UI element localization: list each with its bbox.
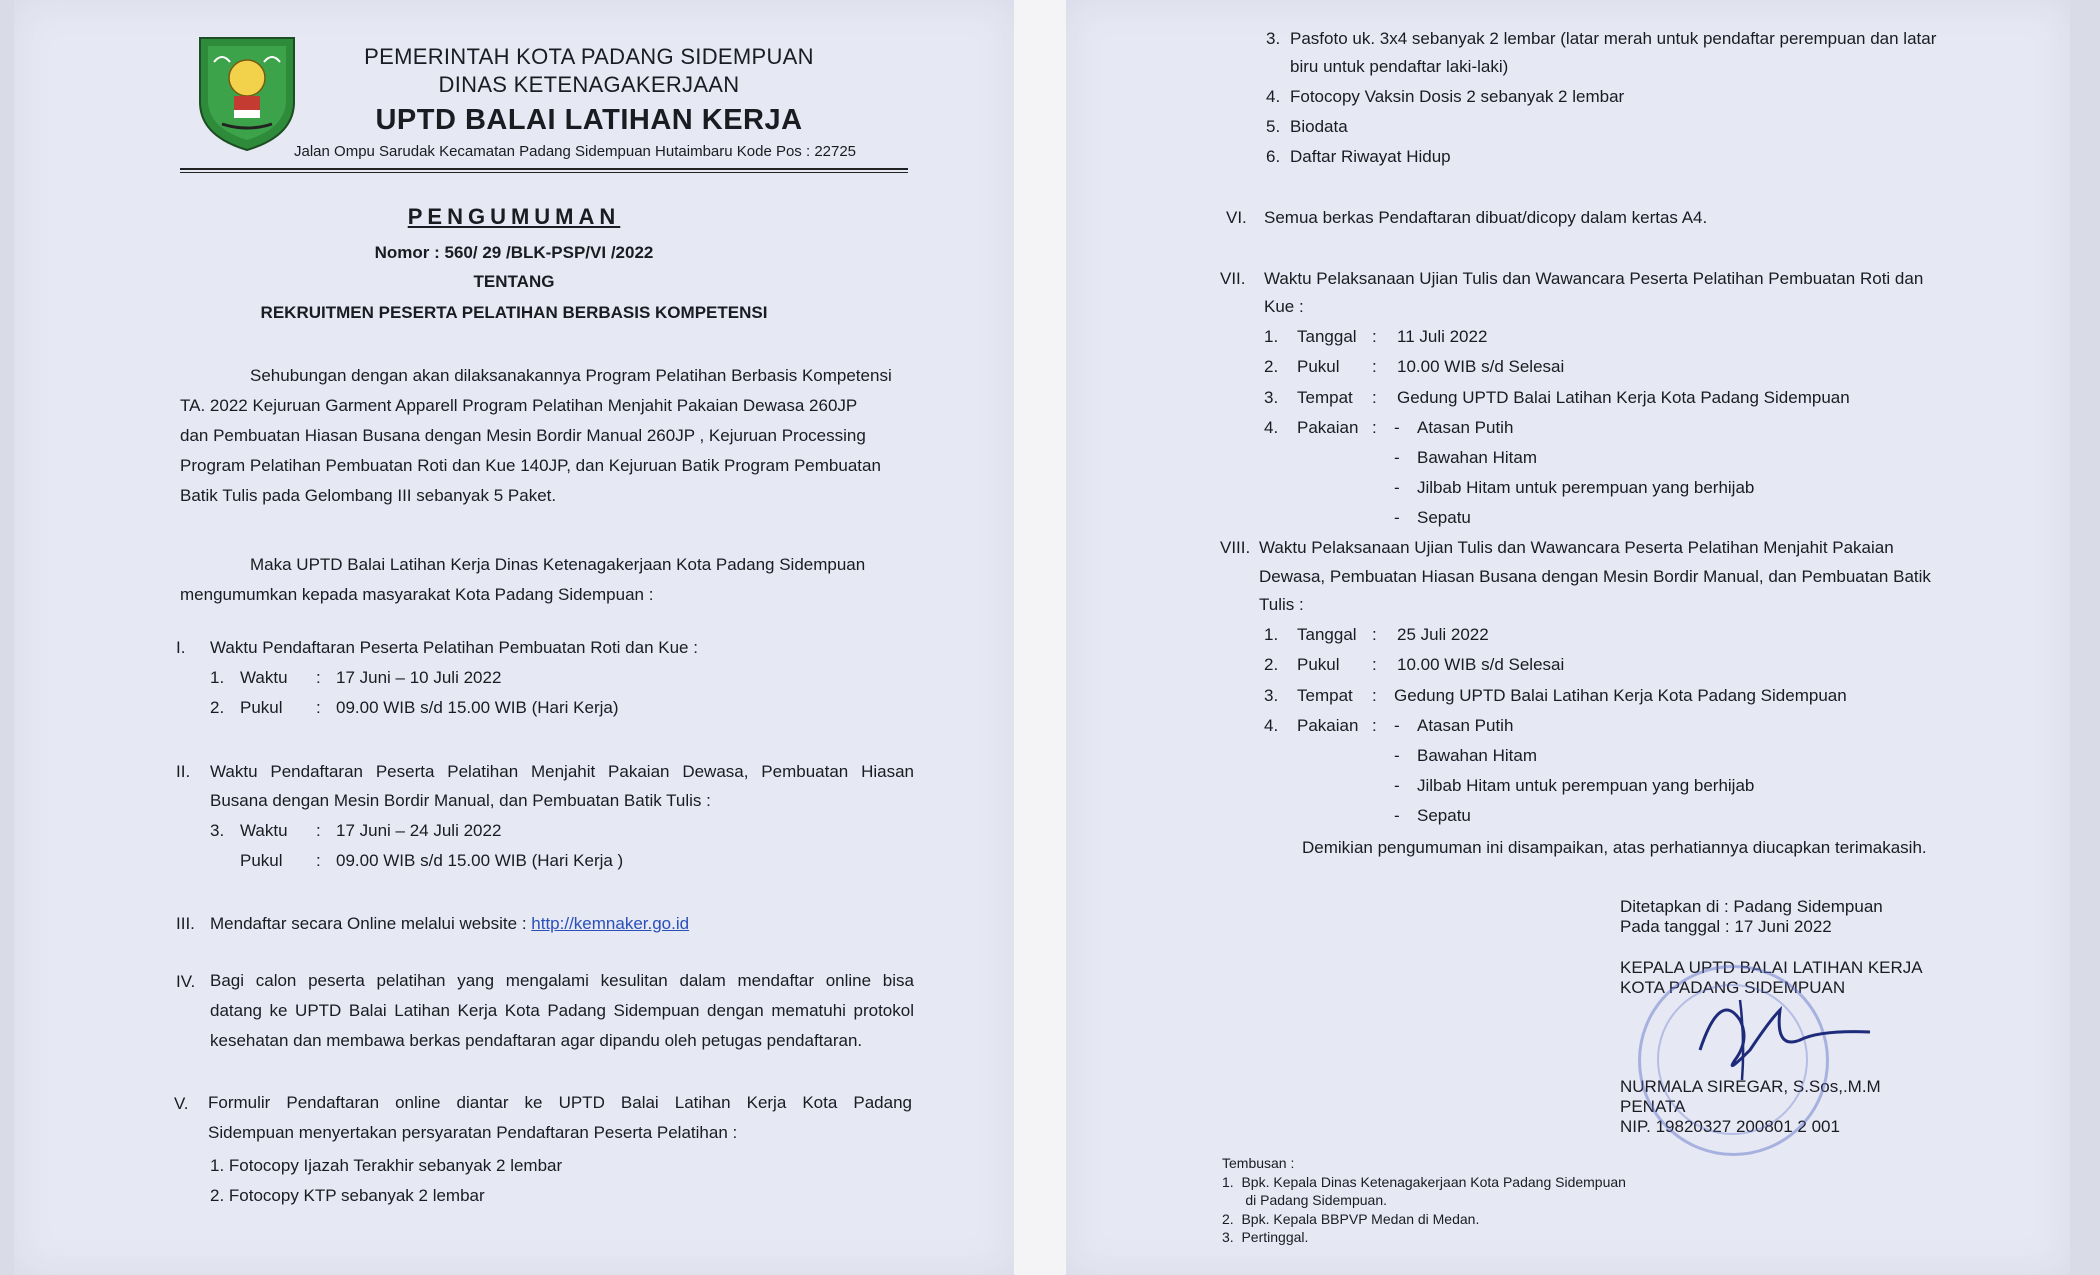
requirement-text: Fotocopy Vaksin Dosis 2 sebanyak 2 lembar bbox=[1290, 87, 1625, 106]
exam-item-value: Gedung UPTD Balai Latihan Kerja Kota Padang Sidempuan bbox=[1394, 686, 1847, 705]
kemnaker-website-link[interactable]: http://kemnaker.go.id bbox=[531, 914, 690, 933]
section-1-item-value: 09.00 WIB s/d 15.00 WIB (Hari Kerja) bbox=[336, 698, 619, 717]
exam-item-sep: : bbox=[1372, 418, 1377, 437]
clothing-dash: - bbox=[1394, 776, 1400, 795]
section-1-item-value: 17 Juni – 10 Juli 2022 bbox=[336, 668, 502, 687]
exam-item-value: Gedung UPTD Balai Latihan Kerja Kota Padang Sidempuan bbox=[1397, 388, 1850, 407]
clothing-item: Atasan Putih bbox=[1417, 716, 1514, 735]
document-title: PENGUMUMAN bbox=[407, 204, 621, 229]
exam-item-number: 3. bbox=[1264, 686, 1279, 705]
requirement-item: 2. Fotocopy KTP sebanyak 2 lembar bbox=[210, 1186, 485, 1205]
section-3-number: III. bbox=[176, 914, 195, 933]
exam-item-label: Tempat bbox=[1297, 686, 1353, 705]
section-6-number: VI. bbox=[1226, 208, 1247, 227]
requirement-text: biru untuk pendaftar laki-laki) bbox=[1290, 57, 1509, 76]
tembusan-item: di Padang Sidempuan. bbox=[1222, 1192, 1387, 1208]
section-2-item-sep: : bbox=[316, 851, 321, 870]
tembusan-item: 3. Pertinggal. bbox=[1222, 1229, 1309, 1245]
signatory-name: NURMALA SIREGAR, S.Sos,.M.M bbox=[1620, 1077, 1881, 1096]
section-1-title: Waktu Pendaftaran Peserta Pelatihan Pembuatan Roti dan Kue : bbox=[210, 638, 698, 657]
exam-item-number: 3. bbox=[1264, 388, 1279, 407]
section-5-text: Formulir Pendaftaran online diantar ke UPTD Balai Latihan Kerja Kota Padang Sidempuan menyertakan persyaratan Pendaftaran Peserta Pelatihan : bbox=[208, 1093, 912, 1142]
requirement-text: Daftar Riwayat Hidup bbox=[1290, 147, 1451, 166]
clothing-dash: - bbox=[1394, 508, 1400, 527]
clothing-dash: - bbox=[1394, 746, 1400, 765]
document-number: Nomor : 560/ 29 /BLK-PSP/VI /2022 bbox=[374, 243, 654, 262]
requirement-number: 6. bbox=[1266, 147, 1281, 166]
clothing-item: Sepatu bbox=[1417, 508, 1471, 527]
clothing-dash: - bbox=[1394, 448, 1400, 467]
section-1-number: I. bbox=[176, 638, 186, 657]
section-7-line: Waktu Pelaksanaan Ujian Tulis dan Wawancara Peserta Pelatihan Pembuatan Roti dan bbox=[1264, 269, 1924, 288]
exam-item-sep: : bbox=[1372, 655, 1377, 674]
clothing-item: Jilbab Hitam untuk perempuan yang berhijab bbox=[1417, 478, 1755, 497]
section-2-item-label: Pukul bbox=[240, 851, 283, 870]
clothing-item: Bawahan Hitam bbox=[1417, 448, 1538, 467]
exam-item-label: Tanggal bbox=[1297, 625, 1357, 644]
city-emblem-icon bbox=[192, 32, 302, 154]
section-7-line: Kue : bbox=[1264, 297, 1304, 316]
closing-statement: Demikian pengumuman ini disampaikan, atas perhatiannya diucapkan terimakasih. bbox=[1302, 838, 1927, 857]
requirement-text: Biodata bbox=[1290, 117, 1348, 136]
header-department: DINAS KETENAGAKERJAAN bbox=[438, 72, 740, 97]
signatory-rank: PENATA bbox=[1620, 1097, 1686, 1116]
exam-item-label: Pakaian bbox=[1297, 716, 1359, 735]
exam-item-number: 1. bbox=[1264, 625, 1279, 644]
clothing-item: Sepatu bbox=[1417, 806, 1471, 825]
signatory-nip: NIP. 19820327 200801 2 001 bbox=[1620, 1117, 1840, 1136]
exam-item-number: 2. bbox=[1264, 357, 1279, 376]
clothing-item: Bawahan Hitam bbox=[1417, 746, 1538, 765]
exam-item-sep: : bbox=[1372, 357, 1377, 376]
requirement-number: 5. bbox=[1266, 117, 1281, 136]
signatory-position: KEPALA UPTD BALAI LATIHAN KERJA bbox=[1620, 958, 1923, 977]
exam-item-label: Tempat bbox=[1297, 388, 1353, 407]
exam-item-label: Tanggal bbox=[1297, 327, 1357, 346]
section-8-line: Dewasa, Pembuatan Hiasan Busana dengan Mesin Bordir Manual, dan Pembuatan Batik bbox=[1259, 567, 1931, 586]
exam-item-number: 4. bbox=[1264, 716, 1279, 735]
section-1-item-number: 1. bbox=[210, 668, 225, 687]
tembusan-title: Tembusan : bbox=[1222, 1155, 1295, 1171]
requirement-item: 1. Fotocopy Ijazah Terakhir sebanyak 2 lembar bbox=[210, 1156, 563, 1175]
section-2-item-sep: : bbox=[316, 821, 321, 840]
requirement-number: 3. bbox=[1266, 29, 1281, 48]
exam-item-label: Pakaian bbox=[1297, 418, 1359, 437]
clothing-item: Jilbab Hitam untuk perempuan yang berhijab bbox=[1417, 776, 1755, 795]
tembusan-item: 1. Bpk. Kepala Dinas Ketenagakerjaan Kota Padang Sidempuan bbox=[1222, 1174, 1626, 1190]
clothing-dash: - bbox=[1394, 478, 1400, 497]
header-government: PEMERINTAH KOTA PADANG SIDEMPUAN bbox=[364, 44, 814, 69]
section-8-line: Tulis : bbox=[1259, 595, 1304, 614]
section-2-item-label: Waktu bbox=[240, 821, 288, 840]
section-1-item-number: 2. bbox=[210, 698, 225, 717]
section-1-item-sep: : bbox=[316, 698, 321, 717]
document-subject: REKRUITMEN PESERTA PELATIHAN BERBASIS KOMPETENSI bbox=[260, 303, 768, 322]
section-6-text: Semua berkas Pendaftaran dibuat/dicopy dalam kertas A4. bbox=[1264, 208, 1708, 227]
document-page-left bbox=[14, 0, 1014, 1275]
section-4-number: IV. bbox=[176, 972, 196, 991]
exam-item-sep: : bbox=[1372, 388, 1377, 407]
header-address: Jalan Ompu Sarudak Kecamatan Padang Sidempuan Hutaimbaru Kode Pos : 22725 bbox=[294, 143, 857, 160]
exam-item-value: 25 Juli 2022 bbox=[1397, 625, 1489, 644]
clothing-item: Atasan Putih bbox=[1417, 418, 1514, 437]
exam-item-value: 10.00 WIB s/d Selesai bbox=[1397, 655, 1565, 674]
requirement-text: Pasfoto uk. 3x4 sebanyak 2 lembar (latar merah untuk pendaftar perempuan dan latar bbox=[1290, 29, 1937, 48]
exam-item-value: 10.00 WIB s/d Selesai bbox=[1397, 357, 1565, 376]
section-2-line: Busana dengan Mesin Bordir Manual, dan Pembuatan Batik Tulis : bbox=[210, 791, 711, 810]
section-2-item-value: 17 Juni – 24 Juli 2022 bbox=[336, 821, 502, 840]
clothing-dash: - bbox=[1394, 716, 1400, 735]
handwritten-signature bbox=[1680, 980, 1880, 1090]
exam-item-label: Pukul bbox=[1297, 357, 1340, 376]
clothing-dash: - bbox=[1394, 806, 1400, 825]
section-2-item-number: 3. bbox=[210, 821, 225, 840]
exam-item-sep: : bbox=[1372, 625, 1377, 644]
section-7-number: VII. bbox=[1220, 269, 1246, 288]
section-8-number: VIII. bbox=[1220, 538, 1251, 557]
section-5-number: V. bbox=[174, 1094, 189, 1113]
exam-item-sep: : bbox=[1372, 716, 1377, 735]
section-2-number: II. bbox=[176, 762, 191, 781]
section-3-label: Mendaftar secara Online melalui website : bbox=[210, 914, 532, 933]
exam-item-number: 4. bbox=[1264, 418, 1279, 437]
document-page-right bbox=[1066, 0, 2070, 1275]
section-2-item-value: 09.00 WIB s/d 15.00 WIB (Hari Kerja ) bbox=[336, 851, 624, 870]
signatory-position: KOTA PADANG SIDEMPUAN bbox=[1620, 978, 1846, 997]
intro-paragraph-1: Sehubungan dengan akan dilaksanakannya Program Pelatihan Berbasis Kompetensi TA. 2022 Kejuruan Garment Apparell Program Pelatihan Menjahit Pakaian Dewasa 260JP dan Pembuatan Hiasan Busana dengan Mesin Bordir Manual 260JP , Kejuruan Processing Program Pelatihan Pembuatan Roti dan Kue 140JP, dan Kejuruan Batik Program Pembuatan Batik Tulis pada Gelombang III sebanyak 5 Paket. bbox=[180, 366, 892, 505]
exam-item-value: 11 Juli 2022 bbox=[1397, 327, 1488, 346]
section-1-item-sep: : bbox=[316, 668, 321, 687]
section-4-text: Bagi calon peserta pelatihan yang mengalami kesulitan dalam mendaftar online bisa datang ke UPTD Balai Latihan Kerja Kota Padang Sidempuan dengan mematuhi protokol kesehatan dan membawa berkas pendaftaran agar dipandu oleh petugas pendaftaran. bbox=[210, 971, 914, 1050]
header-divider bbox=[180, 168, 908, 170]
clothing-dash: - bbox=[1394, 418, 1400, 437]
header-divider-thin bbox=[180, 172, 908, 173]
signature-date: Pada tanggal : 17 Juni 2022 bbox=[1620, 917, 1832, 936]
exam-item-sep: : bbox=[1372, 686, 1377, 705]
section-8-line: Waktu Pelaksanaan Ujian Tulis dan Wawancara Peserta Pelatihan Menjahit Pakaian bbox=[1259, 538, 1894, 557]
document-about-label: TENTANG bbox=[473, 272, 555, 291]
signature-place: Ditetapkan di : Padang Sidempuan bbox=[1620, 897, 1883, 916]
page-gap bbox=[1014, 0, 1066, 1275]
section-1-item-label: Pukul bbox=[240, 698, 283, 717]
tembusan-item: 2. Bpk. Kepala BBPVP Medan di Medan. bbox=[1222, 1211, 1480, 1227]
exam-item-label: Pukul bbox=[1297, 655, 1340, 674]
section-1-item-label: Waktu bbox=[240, 668, 288, 687]
exam-item-sep: : bbox=[1372, 327, 1377, 346]
intro-paragraph-2: Maka UPTD Balai Latihan Kerja Dinas Ketenagakerjaan Kota Padang Sidempuan mengumumkan kepada masyarakat Kota Padang Sidempuan : bbox=[180, 555, 866, 604]
section-3-text bbox=[210, 913, 689, 935]
header-institution: UPTD BALAI LATIHAN KERJA bbox=[375, 104, 803, 136]
section-2-line: Waktu Pendaftaran Peserta Pelatihan Menjahit Pakaian Dewasa, Pembuatan Hiasan bbox=[210, 762, 914, 781]
requirement-number: 4. bbox=[1266, 87, 1281, 106]
exam-item-number: 2. bbox=[1264, 655, 1279, 674]
exam-item-number: 1. bbox=[1264, 327, 1279, 346]
